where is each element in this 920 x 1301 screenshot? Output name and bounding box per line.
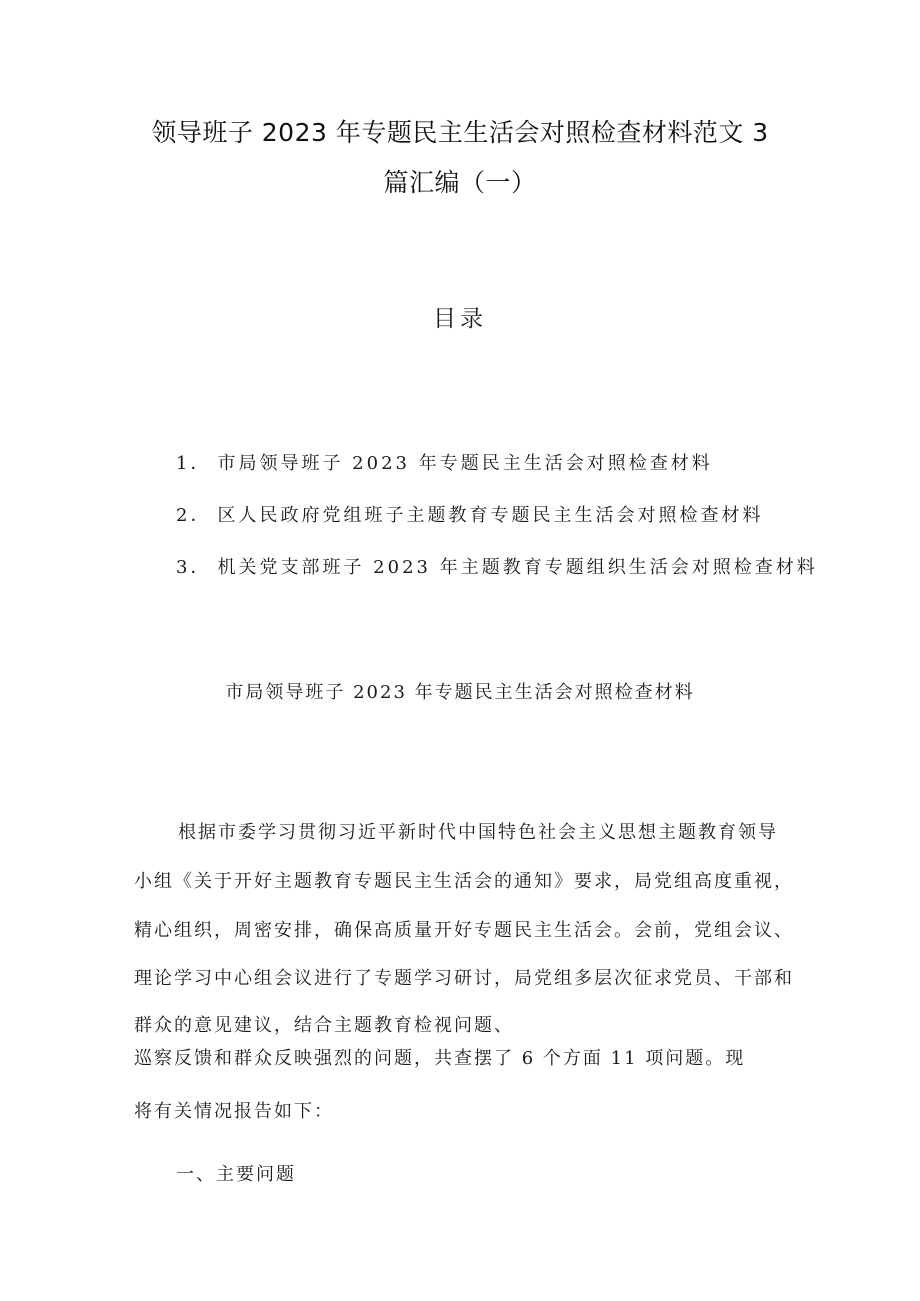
toc-item-2[interactable] [176,490,818,542]
toc-item-text: 机关党支部班子 2023 年主题教育专题组织生活会对照检查材料 [217,557,818,578]
table-of-contents [176,438,818,594]
toc-item-1[interactable] [176,438,818,490]
subheading-main-problems: 一、主要问题 [176,1164,296,1185]
toc-item-text: 区人民政府党组班子主题教育专题民主生活会对照检查材料 [217,505,764,526]
toc-item-3[interactable] [176,542,818,594]
toc-item-number: 1． [176,453,212,474]
toc-item-number: 2． [176,505,212,526]
document-title-line-1: 领导班子 2023 年专题民主生活会对照检查材料范文 3 [151,118,769,147]
body-line-7: 将有关情况报告如下： [134,1101,334,1122]
toc-item-text: 市局领导班子 2023 年专题民主生活会对照检查材料 [217,453,713,474]
body-line-1: 根据市委学习贯彻习近平新时代中国特色社会主义思想主题教育领导 [178,822,778,843]
body-line-5: 群众的意见建议，结合主题教育检视问题、 [134,1015,514,1036]
body-line-3: 精心组织，周密安排，确保高质量开好专题民主生活会。会前，党组会议、 [134,920,794,941]
document-title-line-2: 篇汇编（一） [383,168,537,197]
section-title: 市局领导班子 2023 年专题民主生活会对照检查材料 [225,682,695,703]
body-line-4: 理论学习中心组会议进行了专题学习研讨，局党组多层次征求党员、干部和 [134,968,794,989]
toc-heading: 目录 [433,306,487,332]
toc-item-number: 3． [176,557,212,578]
body-line-2: 小组《关于开好主题教育专题民主生活会的通知》要求，局党组高度重视， [134,871,794,892]
body-line-6: 巡察反馈和群众反映强烈的问题，共查摆了 6 个方面 11 项问题。现 [134,1048,746,1069]
